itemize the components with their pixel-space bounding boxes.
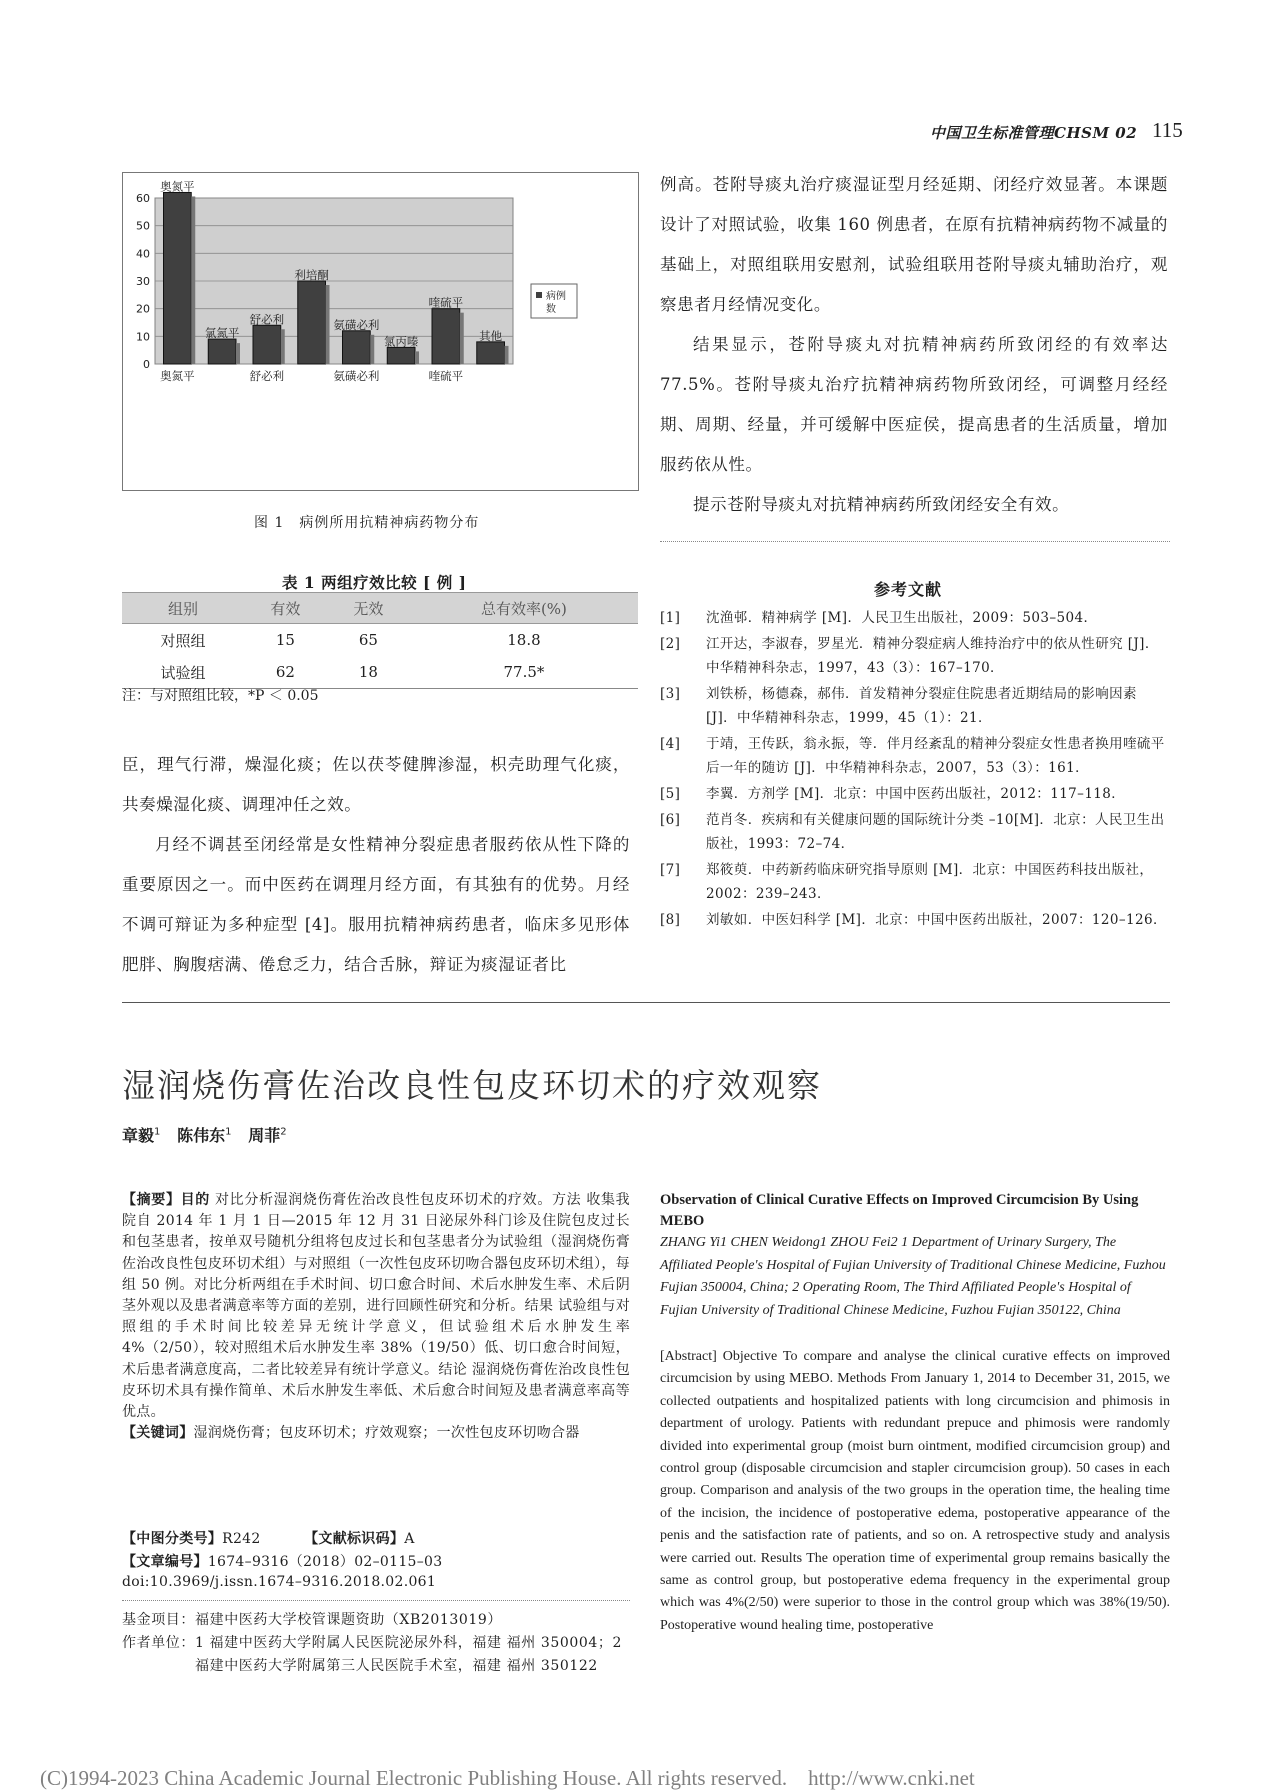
- bar: [164, 192, 192, 364]
- table-cell: 对照组: [160, 631, 206, 650]
- reference-number: [7]: [660, 862, 681, 878]
- table-header-cell: 有效: [244, 593, 327, 624]
- body-paragraph: 结果显示，苍附导痰丸对抗精神病药所致闭经的有效率达 77.5%。苍附导痰丸治疗抗精神病药物所致闭经，可调整月经经期、周期、经量，并可缓解中医症侯，提高患者的生活质量，增加服药依从性。: [660, 335, 1168, 474]
- bar: [208, 339, 236, 364]
- reference-text: 刘敏如．中医妇科学 [M]．北京：中国中医药出版社，2007：120–126．: [706, 912, 1167, 928]
- page-number: 115: [1152, 118, 1183, 142]
- body-paragraph: 提示苍附导痰丸对抗精神病药所致闭经安全有效。: [693, 495, 1070, 514]
- body-paragraph: 月经不调甚至闭经常是女性精神分裂症患者服药依从性下降的重要原因之一。而中医药在调理月经方面，有其独有的优势。月经不调可辩证为多种症型 [4]。服用抗精神病药患者，临床多见形体肥胖、胸腹痞满、倦怠乏力，结合舌脉，辩证为痰湿证者比: [122, 835, 630, 974]
- clc-label: 【中图分类号】: [122, 1531, 223, 1547]
- reference-number: [3]: [660, 686, 681, 702]
- article-number-label: 【文章编号】: [122, 1554, 208, 1570]
- reference-item: [660, 782, 1168, 806]
- table-cell: 15: [275, 631, 295, 649]
- bar: [387, 347, 415, 364]
- keywords-label: 【关键词】: [122, 1425, 194, 1442]
- bar-shadow: [191, 196, 195, 364]
- english-title: Observation of Clinical Curative Effects on Improved Circumcision By Using MEBO: [660, 1192, 1139, 1229]
- bar-shadow: [460, 313, 464, 364]
- funding-line: [122, 1609, 630, 1632]
- funding-and-affiliation: [122, 1609, 630, 1678]
- x-tick-label: 奥氮平: [160, 369, 195, 383]
- keywords-text: 湿润烧伤膏；包皮环切术；疗效观察；一次性包皮环切吻合器: [193, 1425, 580, 1442]
- y-tick-label: 10: [136, 330, 150, 344]
- table-header-row: [122, 593, 638, 624]
- abstract-label: 【摘要】目的: [122, 1192, 210, 1208]
- table-cell: 65: [358, 631, 378, 649]
- right-body-text: [660, 165, 1168, 525]
- data-label: 氯氮平: [204, 326, 240, 341]
- funding-text: 福建中医药大学校管课题资助（XB2013019）: [195, 1612, 503, 1628]
- author-affil-mark: 2: [280, 1126, 287, 1138]
- y-tick-label: 0: [143, 358, 150, 371]
- data-label: 喹硫平: [428, 295, 464, 310]
- figure-1-chart: [122, 172, 639, 491]
- bar: [253, 325, 281, 364]
- reference-text: 李翼．方剂学 [M]．北京：中国中医药出版社，2012：117–118．: [706, 786, 1126, 802]
- table-cell: 18: [327, 656, 410, 689]
- references-list: [660, 606, 1168, 934]
- reference-number: [5]: [660, 786, 681, 802]
- table-header-cell: 总有效率(%): [410, 593, 638, 624]
- reference-item: [660, 908, 1168, 932]
- bar: [477, 342, 505, 364]
- references-title: 参考文献: [874, 580, 943, 599]
- y-tick-label: 30: [136, 275, 150, 288]
- doc-code-value: A: [404, 1531, 415, 1547]
- reference-text: 范肖冬．疾病和有关健康问题的国际统计分类 –10[M]．北京：人民卫生出版社，1993：72–74．: [706, 812, 1165, 852]
- author-affil-mark: 1: [225, 1126, 232, 1138]
- funding-label: 基金项目：: [122, 1612, 195, 1628]
- copyright-footer: (C)1994-2023 China Academic Journal Electronic Publishing House. All rights reserved. http://www.cnki.net: [40, 1766, 975, 1790]
- article-title: 湿润烧伤膏佐治改良性包皮环切术的疗效观察: [122, 1066, 822, 1105]
- table-note: 注：与对照组比较，*P ＜ 0.05: [122, 688, 319, 704]
- reference-item: [660, 632, 1168, 680]
- reference-text: 郑筱萸．中药新药临床研究指导原则 [M]．北京：中国医药科技出版社，2002：239–243．: [706, 862, 1154, 902]
- legend-label: 病例: [546, 291, 566, 302]
- doc-code-label: 【文献标识码】: [304, 1531, 405, 1547]
- reference-item: [660, 732, 1168, 780]
- english-abstract: [Abstract] Objective To compare and analyse the clinical curative effects on improved circumcision by using MEBO. Methods From January 1, 2014 to December 31, 2015, we collected outpatients and hospitalized patients with long circumcision and phimosis in department of urology. Patients with redundant prepuce and phimosis were randomly divided into experimental group (moist burn ointment, modified circumcision group) and control group (disposable circumcision and stapler circumcision group). 50 cases in each group. Comparison and analysis of the two groups in the operation time, the healing time of the incision, the incidence of postoperative edema, postoperative appearance of the penis and the satisfaction rate of patients, and so on. A retrospective study and analysis were carried out. Results The operation time of experimental group remains basically the same as control group, but postoperative edema frequency in the experimental group which was 4%(2/50) were superior to those in the control group which was 38%(19/50). Postoperative wound healing time, postoperative: [660, 1349, 1170, 1633]
- bar-chart: [123, 173, 638, 490]
- x-tick-label: 喹硫平: [428, 369, 464, 383]
- x-tick-label: 氨磺必利: [333, 369, 380, 383]
- left-body-text: [122, 745, 630, 985]
- data-label: 氯丙嗪: [383, 334, 419, 349]
- author-name: 陈伟东: [177, 1126, 226, 1145]
- chinese-abstract: [122, 1190, 630, 1444]
- reference-number: [8]: [660, 912, 681, 928]
- data-label: 舒必利: [249, 312, 285, 327]
- body-paragraph: 例高。苍附导痰丸治疗痰湿证型月经延期、闭经疗效显著。本课题设计了对照试验，收集 160 例患者，在原有抗精神病药物不减量的基础上，对照组联用安慰剂，试验组联用苍附导痰丸辅助治疗，观察患者月经情况变化。: [660, 175, 1168, 314]
- bar-shadow: [236, 343, 240, 364]
- y-tick-label: 50: [136, 219, 150, 233]
- body-paragraph: 臣，理气行滞，燥湿化痰；佐以茯苓健脾渗湿，枳壳助理气化痰，共奏燥湿化痰、调理冲任之效。: [122, 755, 630, 814]
- bar: [298, 281, 326, 364]
- reference-item: [660, 606, 1168, 630]
- table-header-cell: 无效: [327, 593, 410, 624]
- article-authors: [122, 1123, 287, 1146]
- table-cell: 62: [244, 656, 327, 689]
- figure-caption: 图 1 病例所用抗精神病药物分布: [254, 515, 480, 531]
- x-tick-label: 舒必利: [249, 369, 285, 383]
- author-name: 章毅: [122, 1126, 155, 1145]
- legend-label: 数: [546, 304, 556, 315]
- classification-line: [122, 1528, 415, 1548]
- bar-shadow: [281, 329, 285, 364]
- bar-shadow: [504, 346, 508, 364]
- abstract-text: 对比分析湿润烧伤膏佐治改良性包皮环切术的疗效。方法 收集我院自 2014 年 1 月 1 日—2015 年 12 月 31 日泌尿外科门诊及住院包皮过长和包茎患者，按单双号随机分组将包皮过长和包茎患者分为试验组（湿润烧伤膏佐治改良性包皮环切术组）与对照组（一次性包皮环切吻合器包皮环切术组），每组 50 例。对比分析两组在手术时间、切口愈合时间、术后水肿发生率、术后阴茎外观以及患者满意率等方面的差别，进行回顾性研究和分析。结果 试验组与对照组的手术时间比较差异无统计学意义，但试验组术后水肿发生率 4%（2/50），较对照组术后水肿发生率 38%（19/50）低、切口愈合时间短，术后患者满意度高，二者比较差异有统计学意义。结论 湿润烧伤膏佐治改良性包皮环切术具有操作简单、术后水肿发生率低、术后愈合时间短及患者满意率高等优点。: [122, 1192, 630, 1421]
- y-tick-label: 20: [136, 302, 150, 316]
- dotted-divider: [660, 541, 1170, 542]
- doi: doi:10.3969/j.issn.1674–9316.2018.02.061: [122, 1574, 437, 1590]
- affiliation-line: [122, 1632, 630, 1678]
- bar: [432, 309, 460, 364]
- table-cell: 77.5*: [410, 656, 638, 689]
- table-title: 表 1 两组疗效比较 [ 例 ]: [282, 573, 467, 592]
- article-number-value: 1674–9316（2018）02–0115–03: [207, 1554, 443, 1570]
- english-authors-affiliation: ZHANG Yi1 CHEN Weidong1 ZHOU Fei2 1 Department of Urinary Surgery, The Affiliated People's Hospital of Fujian University of Traditional Chinese Medicine, Fuzhou Fujian 350004, China; 2 Operating Room, The Third Affiliated People's Hospital of Fujian University of Traditional Chinese Medicine, Fuzhou Fujian 350122, China: [660, 1235, 1166, 1318]
- clc-value: R242: [222, 1531, 261, 1547]
- reference-number: [1]: [660, 610, 681, 626]
- legend-swatch: [536, 292, 542, 298]
- bar: [343, 331, 371, 364]
- data-label: 奥氮平: [160, 179, 195, 194]
- affiliation-text: 1 福建中医药大学附属人民医院泌尿外科，福建 福州 350004；2 福建中医药大学附属第三人民医院手术室，福建 福州 350122: [195, 1635, 623, 1674]
- bar-shadow: [325, 285, 329, 364]
- reference-item: [660, 858, 1168, 906]
- affiliation-label: 作者单位：: [122, 1635, 195, 1651]
- table-cell: 18.8: [507, 631, 541, 649]
- reference-text: 江开达，李淑春，罗星光．精神分裂症病人维持治疗中的依从性研究 [J]．中华精神科杂志，1997，43（3）：167–170．: [706, 636, 1159, 676]
- table-row: [122, 624, 638, 657]
- section-divider: [122, 1002, 1170, 1003]
- table-header-cell: 组别: [122, 593, 244, 624]
- table-row: [122, 656, 638, 689]
- data-label: 氨磺必利: [333, 317, 380, 332]
- reference-number: [6]: [660, 812, 681, 828]
- reference-text: 沈渔邨．精神病学 [M]．人民卫生出版社，2009：503–504．: [706, 610, 1098, 626]
- data-label: 其他: [479, 328, 503, 343]
- reference-text: 刘铁桥，杨德森，郝伟．首发精神分裂症住院患者近期结局的影响因素 [J]．中华精神科杂志，1999，45（1）：21．: [706, 686, 1137, 726]
- reference-text: 于靖，王传跃，翁永振，等．伴月经紊乱的精神分裂症女性患者换用喹硫平后一年的随访 [J]．中华精神科杂志，2007，53（3）：161．: [706, 736, 1165, 776]
- y-tick-label: 40: [136, 247, 150, 261]
- author-affil-mark: 1: [154, 1126, 161, 1138]
- y-tick-label: 60: [136, 192, 150, 205]
- table-cell: 试验组: [122, 656, 244, 689]
- article-number-line: [122, 1551, 442, 1571]
- reference-number: [4]: [660, 736, 681, 752]
- author-name: 周菲: [248, 1126, 281, 1145]
- bar-shadow: [370, 335, 374, 364]
- journal-header: 中国卫生标准管理CHSM 02: [930, 124, 1138, 142]
- bar-shadow: [415, 351, 419, 364]
- dotted-divider: [122, 1600, 630, 1601]
- reference-item: [660, 682, 1168, 730]
- reference-number: [2]: [660, 636, 681, 652]
- results-table: [122, 592, 638, 689]
- reference-item: [660, 808, 1168, 856]
- data-label: 利培酮: [294, 268, 329, 282]
